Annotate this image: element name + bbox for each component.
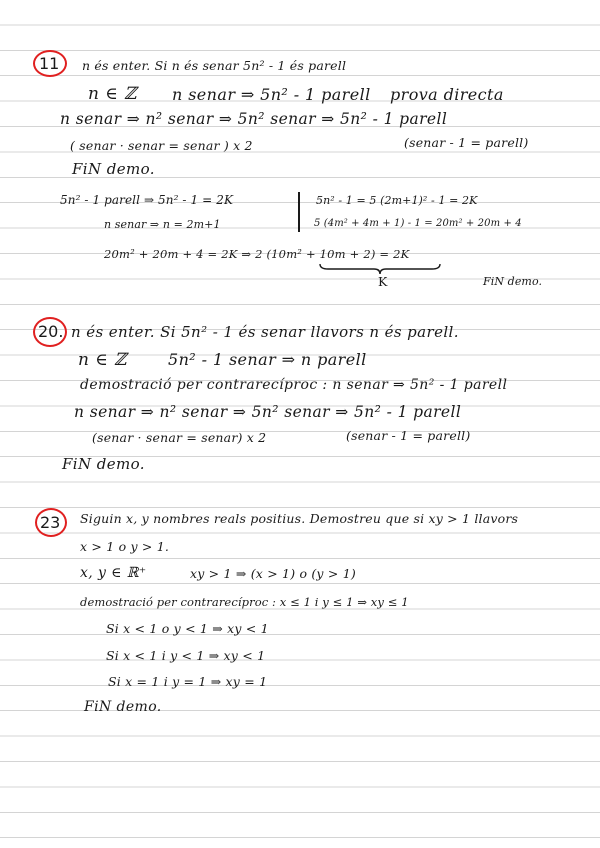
end-of-proof: FiN demo. xyxy=(84,699,162,715)
method-label: prova directa xyxy=(390,85,504,104)
case-line: Si x < 1 i y < 1 ⇒ xy < 1 xyxy=(106,648,266,663)
equation-line: 5n² - 1 = 5 (2m+1)² - 1 = 2K xyxy=(316,194,478,207)
case-line: Si x < 1 o y < 1 ⇒ xy < 1 xyxy=(106,621,269,636)
claim-line: xy > 1 ⇒ (x > 1) o (y > 1) xyxy=(190,566,356,581)
given-line: n ∈ ℤ xyxy=(78,350,127,370)
problem-number: 11 xyxy=(39,54,60,73)
problem-statement: x > 1 o y > 1. xyxy=(80,539,170,554)
proof-line: demostració per contrarecíproc : n senar ⇒ 5n² - 1 parell xyxy=(80,377,508,393)
claim-line: 5n² - 1 senar ⇒ n parell xyxy=(168,350,367,369)
proof-line: n senar ⇒ n² senar ⇒ 5n² senar ⇒ 5n² - 1 parell xyxy=(60,110,448,128)
given-line: x, y ∈ ℝ⁺ xyxy=(80,565,147,581)
proof-line: n senar ⇒ n² senar ⇒ 5n² senar ⇒ 5n² - 1 parell xyxy=(74,403,462,421)
end-of-proof: FiN demo. xyxy=(483,275,543,288)
equation-line: n senar ⇒ n = 2m+1 xyxy=(104,218,221,231)
proof-note: (senar - 1 = parell) xyxy=(346,428,471,443)
equation-line: 5 (4m² + 4m + 1) - 1 = 20m² + 20m + 4 xyxy=(314,218,522,229)
problem-number: 23 xyxy=(40,513,61,532)
proof-note: ( senar · senar = senar ) x 2 xyxy=(70,138,253,153)
problem-statement: Siguin x, y nombres reals positius. Demostreu que si xy > 1 llavors xyxy=(80,511,519,526)
equation-line: 5n² - 1 parell ⇒ 5n² - 1 = 2K xyxy=(60,193,234,207)
end-of-proof: FiN demo. xyxy=(72,160,155,178)
separator-brace xyxy=(298,192,300,232)
end-of-proof: FiN demo. xyxy=(62,455,145,473)
given-line: n ∈ ℤ xyxy=(88,84,137,104)
proof-line: demostració per contrarecíproc : x ≤ 1 i y ≤ 1 ⇒ xy ≤ 1 xyxy=(80,595,409,609)
proof-note: (senar - 1 = parell) xyxy=(404,135,529,150)
brace-label: K xyxy=(378,274,388,289)
problem-statement: n és enter. Si n és senar 5n² - 1 és parell xyxy=(82,58,347,73)
claim-line: n senar ⇒ 5n² - 1 parell xyxy=(172,85,371,104)
proof-note: (senar · senar = senar) x 2 xyxy=(92,430,267,445)
equation-line: 20m² + 20m + 4 = 2K ⇒ 2 (10m² + 10m + 2) = 2K xyxy=(104,247,410,261)
case-line: Si x = 1 i y = 1 ⇒ xy = 1 xyxy=(108,674,268,689)
problem-statement: n és enter. Si 5n² - 1 és senar llavors n és parell. xyxy=(71,323,459,341)
problem-number: 20. xyxy=(38,322,64,341)
